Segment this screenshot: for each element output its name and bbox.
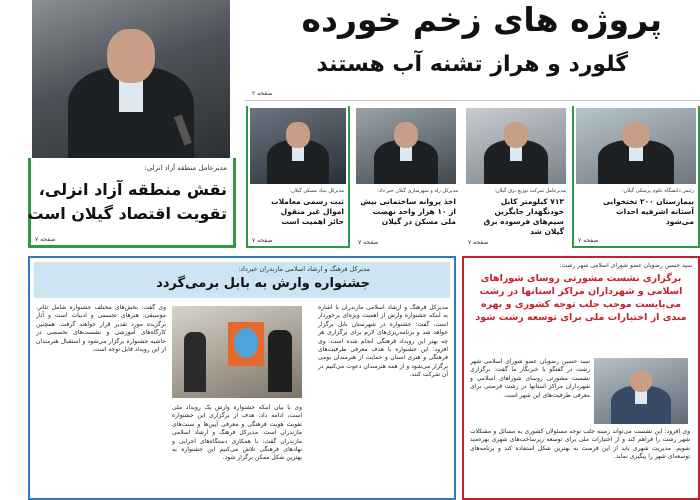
headline-page-ref: صفحه ۲ [252,90,273,97]
headline-main: پروژه های زخم خورده [301,0,662,39]
lead-photo [32,0,230,160]
council-photo [594,358,688,424]
council-article [462,256,700,500]
news-page-ref: صفحه ۷ [358,239,379,246]
news-caption: مدیرکل راه و شهرسازی گیلان خبر داد: [377,188,458,194]
news-page-ref: صفحه ۷ [578,237,599,244]
council-caption: سید حسین رضویان عضو شورای اسلامی شهر رشت: [559,262,692,269]
news-page-ref: صفحه ۷ [252,237,273,244]
festival-text-mid: وی با بیان اینکه جشنواره وارش یک رویداد ملی است، ادامه داد: هدف از برگزاری این جشنواره تقویت هویت فرهنگی و معرفی آیین‌ها و سنت‌های مازندران است. مدیرکل فرهنگ و ارشاد اسلامی مازندران گفت: با همکاری دستگاه‌های اجرایی و نهادهای فرهنگی تلاش می‌کنیم این جشنواره به بهترین شکل ممکن برگزار شود. [172,404,302,462]
news-caption: رئیس دانشگاه علوم پزشکی گیلان: [621,188,694,194]
news-caption: مدیرعامل شرکت توزیع برق گیلان: [494,188,566,194]
festival-text-left: وی گفت: بخش‌های مختلف جشنواره شامل تئاتر، موسیقی، هنرهای تجسمی و ادبیات است و آثار برگزیده مورد تقدیر قرار خواهند گرفت. همچنین کارگاه‌های آموزشی و نشست‌های تخصصی در حاشیه جشنواره برگزار می‌شود و استقبال هنرمندان از این رویداد قابل توجه است. [36,304,166,354]
lead-story-box [28,158,236,248]
news-box-4 [246,106,350,248]
news-title: ثبت رسمی معاملات اموال غیر منقول حائز اهمیت است [271,197,344,226]
council-text-top: سید حسین رضویان عضو شورای اسلامی شهر رشت در گفتگو با خبرنگار ما گفت: برگزاری نشست مشورتی روسای شوراهای اسلامی و شهرداران مراکز استانها در رشت فرصتی برای معرفی ظرفیت‌های این شهر است. [470,358,590,399]
news-photo [576,108,696,184]
news-title: اخذ پروانه ساختمانی بیش از ۱۰ هزار واحد نهضت ملی مسکن در گیلان [360,197,456,226]
news-photo [356,108,456,184]
divider-line [244,100,700,101]
news-caption: مدیرکل بنیاد مسکن گیلان: [289,188,344,194]
news-page-ref: صفحه ۷ [468,239,489,246]
council-text-bottom: وی افزود: این نشست می‌تواند زمینه جلب توجه مسئولان کشوری به مسائل و مشکلات شهر رشت را فراهم کند و از اختیارات ملی برای توسعه زیرساخت‌های شهری بهره‌مند شویم. مدیریت شهری باید از این فرصت به بهترین شکل استفاده کند و برنامه‌های توسعه‌ای شهر را پیگیری نماید. [470,428,690,461]
festival-text-right: مدیرکل فرهنگ و ارشاد اسلامی مازندران با اشاره به اینکه جشنواره وارش از اهمیت ویژه‌ای برخوردار است، گفت: جشنواره در شهرستان بابل برگزار خواهد شد و برنامه‌ریزی‌های لازم برای برگزاری هر چه بهتر این رویداد فرهنگی انجام شده است. وی افزود: این جشنواره با هدف معرفی ظرفیت‌های فرهنگی و هنری استان و حمایت از هنرمندان بومی برگزار می‌شود و از همه هنرمندان دعوت می‌کنیم در آن شرکت کنند. [318,304,448,379]
news-box-1 [572,106,700,248]
news-photo [466,108,566,184]
festival-header [34,262,450,298]
news-title: بیمارستان ۲۰۰ تختخوابی آستانه اشرفیه احداث می‌شود [602,197,694,226]
lead-title-line1: نقش منطقه آزاد انزلی، [38,180,227,199]
festival-title: جشنواره وارش به بابل برمی‌گردد [156,276,370,291]
lead-caption: مدیرعامل منطقه آزاد انزلی: [144,164,227,172]
festival-caption: مدیرکل فرهنگ و ارشاد اسلامی مازندران خبرداد: [238,265,370,273]
news-photo [250,108,346,184]
festival-article [28,256,456,500]
news-box-3 [354,106,460,248]
news-box-2 [464,106,568,248]
news-title: ۷۱۳ کیلومتر کابل خودنگهدار جایگزین سیم‌های فرسوده برق گیلان شد [483,197,564,236]
headline-sub: گلورد و هراز تشنه آب هستند [316,52,628,77]
lead-page-ref: صفحه ۷ [35,236,56,243]
festival-photo [172,306,302,398]
council-title: برگزاری نشست مشورتی روسای شوراهای اسلامی و شهرداران مراکز استانها در رشت می‌بایست موجب جلب توجه کشوری و بهره مندی از اختیارات ملی برای توسعه رشت شود [475,273,687,323]
lead-title-line2: تقویت اقتصاد گیلان است [27,204,227,223]
